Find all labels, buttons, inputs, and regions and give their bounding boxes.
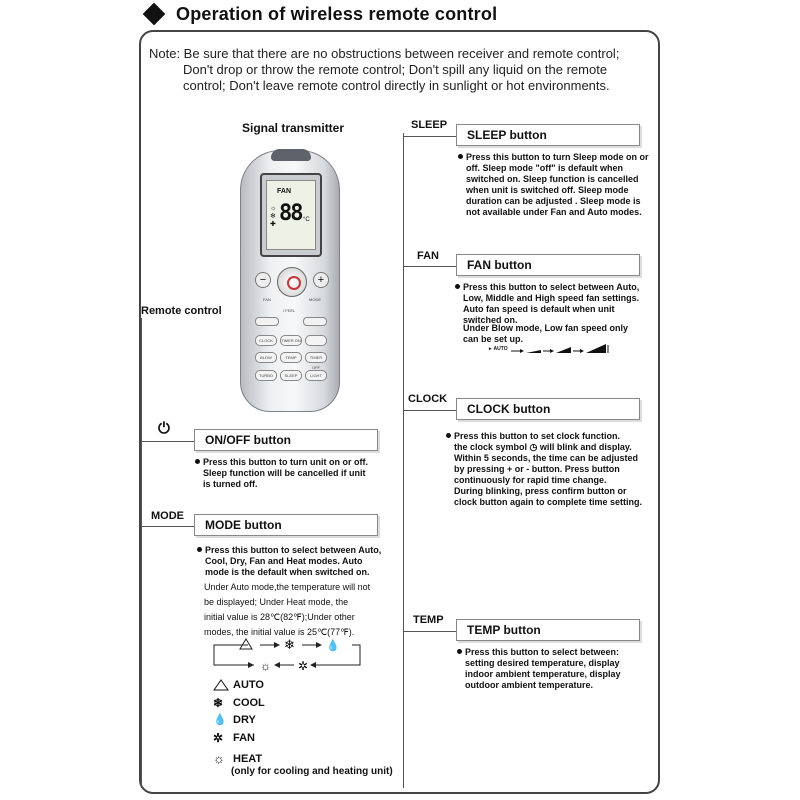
lcd-digits: 88 — [279, 201, 302, 226]
mode-line-2: Cool, Dry, Fan and Heat modes. Auto — [205, 556, 363, 566]
clock-description — [446, 431, 658, 508]
note-line-2: Don't drop or throw the remote control; Don't spill any liquid on the remote — [183, 62, 608, 77]
sleep-line-3: switched on. Sleep function is cancelled — [466, 174, 639, 184]
fan-speed-bars-icon — [511, 343, 619, 355]
onoff-line-1: Press this button to turn unit on or off. — [203, 457, 368, 467]
mode-connector — [141, 526, 194, 527]
legend-heat — [213, 751, 262, 766]
temp-side-label: TEMP — [413, 614, 444, 626]
sleep-description — [458, 152, 658, 218]
mode-key-label: MODE — [309, 297, 321, 302]
dry-icon: 💧 — [213, 714, 227, 726]
legend-heat-label: HEAT — [233, 752, 263, 765]
temp-line-1: Press this button to select between: — [465, 647, 620, 657]
page-title: Operation of wireless remote control — [176, 3, 498, 24]
blank-key[interactable] — [305, 335, 327, 346]
legend-auto-label: AUTO — [233, 679, 264, 691]
legend-fan — [213, 731, 255, 745]
heat-icon: ☼ — [213, 751, 225, 766]
note-line-3: control; Don't leave remote control directly in sunlight or hot environments. — [183, 78, 610, 93]
power-symbol-icon: ⏻ — [158, 420, 170, 437]
legend-cool — [213, 696, 265, 710]
note-line-1: Note: Be sure that there are no obstructions between receiver and remote control; — [149, 46, 620, 61]
clock-side-label: CLOCK — [408, 393, 448, 405]
temp-key[interactable]: TEMP — [280, 352, 302, 363]
blow-key[interactable]: BLOW — [255, 352, 277, 363]
timer-off-key[interactable]: TIMER OFF — [305, 352, 327, 363]
onoff-line-2: Sleep function will be cancelled if unit — [203, 468, 366, 478]
fan-blow-note — [463, 323, 663, 345]
temp-line-4: outdoor ambient temperature. — [465, 680, 594, 690]
mode-description — [197, 545, 397, 578]
cool-icon: ❄ — [213, 696, 224, 710]
fan-heading: FAN button — [456, 254, 640, 276]
onoff-heading: ON/OFF button — [194, 429, 378, 451]
fan-line-3: Auto fan speed is default when unit — [463, 304, 615, 314]
timer-on-key[interactable]: TIMER ON — [280, 335, 302, 346]
fan-icon: ✲ — [213, 731, 224, 745]
fan-key-label: FAN — [263, 297, 271, 302]
mode-extra-description — [204, 580, 404, 640]
lcd-screen — [266, 180, 316, 250]
sleep-connector — [403, 136, 456, 137]
sleep-line-5: duration can be adjusted . Sleep mode is — [466, 196, 641, 206]
mode-extra-3: initial value is 28℃(82℉);Under other — [204, 612, 355, 622]
temp-line-3: indoor ambient temperature, display — [465, 669, 621, 679]
svg-text:💧: 💧 — [326, 640, 340, 652]
temp-description — [457, 647, 657, 691]
swing-down-button[interactable] — [303, 317, 327, 326]
onoff-line-3: is turned off. — [203, 479, 258, 489]
mode-extra-2: be displayed; Under Heat mode, the — [204, 597, 349, 607]
svg-text:✲: ✲ — [298, 659, 309, 673]
fan-blow-2: can be set up. — [463, 334, 524, 344]
clock-line-7: clock button again to complete time setting. — [454, 497, 643, 507]
sleep-line-6: not available under Fan and Auto modes. — [466, 207, 642, 217]
clock-line-5: continuously for rapid time change. — [454, 475, 607, 485]
clock-line-3: Within 5 seconds, the time can be adjusted — [454, 453, 638, 463]
lcd-fan-text: FAN — [277, 188, 291, 195]
lcd-display — [260, 173, 322, 257]
mode-extra-1: Under Auto mode,the temperature will not — [204, 582, 371, 592]
right-connector-line — [403, 133, 404, 788]
legend-fan-label: FAN — [233, 732, 255, 744]
clock-line-2: the clock symbol ◷ will blink and display. — [454, 442, 632, 452]
clock-heading: CLOCK button — [456, 398, 640, 420]
ir-emitter — [271, 149, 311, 161]
legend-dry — [213, 713, 256, 726]
signal-transmitter-label: Signal transmitter — [242, 121, 345, 135]
legend-cool-label: COOL — [233, 697, 265, 709]
fan-line-4: switched on. — [463, 315, 518, 325]
temp-connector — [403, 631, 456, 632]
legend-dry-label: DRY — [233, 713, 256, 726]
clock-line-4: by pressing + or - button. Press button — [454, 464, 620, 474]
svg-text:☼: ☼ — [260, 659, 271, 673]
remote-control-label: Remote control — [141, 305, 222, 317]
diamond-bullet-icon — [143, 3, 166, 26]
onoff-description — [195, 457, 395, 490]
mode-line-1: Press this button to select between Auto, — [205, 545, 382, 555]
clock-line-6: During blinking, press confirm button or — [454, 486, 627, 496]
fan-line-1: Press this button to select between Auto, — [463, 282, 640, 292]
sleep-key[interactable]: SLEEP — [280, 370, 302, 381]
note-block — [149, 46, 654, 94]
fan-line-2: Low, Middle and High speed fan settings. — [463, 293, 640, 303]
svg-text:❄: ❄ — [284, 637, 295, 652]
sleep-line-2: off. Sleep mode "off" is default when — [466, 163, 624, 173]
lcd-mode-icons: ☼ ❄ ✚ — [270, 205, 277, 228]
ifeel-key-label: I FEEL — [283, 308, 296, 313]
fan-side-label: FAN — [417, 250, 439, 262]
fan-seq-auto: AUTO — [493, 346, 508, 352]
fan-blow-1: Under Blow mode, Low fan speed only — [463, 323, 629, 333]
remote-control-image — [240, 150, 340, 412]
sleep-side-label: SLEEP — [411, 119, 448, 131]
clock-connector — [403, 410, 456, 411]
lcd-unit: °C — [303, 217, 310, 223]
fan-description — [455, 282, 655, 326]
left-connector-line — [141, 318, 142, 788]
temp-heading: TEMP button — [456, 619, 640, 641]
light-key[interactable]: LIGHT — [305, 370, 327, 381]
clock-line-1: Press this button to set clock function. — [454, 431, 621, 441]
onoff-connector — [141, 441, 194, 442]
mode-cycle-diagram — [210, 635, 370, 673]
swing-up-button[interactable] — [255, 317, 279, 326]
mode-side-label: MODE — [151, 510, 184, 522]
minus-button[interactable]: − — [255, 272, 271, 288]
fan-speed-sequence: ▸ AUTO — [489, 343, 619, 355]
power-button[interactable] — [277, 267, 307, 297]
fan-connector — [403, 266, 456, 267]
legend-auto — [213, 679, 264, 691]
clock-key[interactable]: CLOCK — [255, 335, 277, 346]
turbo-key[interactable]: TURBO — [255, 370, 277, 381]
sleep-line-1: Press this button to turn Sleep mode on or — [466, 152, 649, 162]
page-title-row — [146, 2, 497, 26]
sleep-heading: SLEEP button — [456, 124, 640, 146]
temp-line-2: setting desired temperature, display — [465, 658, 620, 668]
mode-heading: MODE button — [194, 514, 378, 536]
mode-extra-4: modes, the initial value is 25℃(77℉). — [204, 627, 355, 637]
plus-button[interactable]: + — [313, 272, 329, 288]
mode-line-3: mode is the default when switched on. — [205, 567, 370, 577]
auto-icon — [213, 679, 229, 691]
legend-heat-note: (only for cooling and heating unit) — [231, 766, 393, 777]
sleep-line-4: when unit is switched off. Sleep mode — [466, 185, 629, 195]
